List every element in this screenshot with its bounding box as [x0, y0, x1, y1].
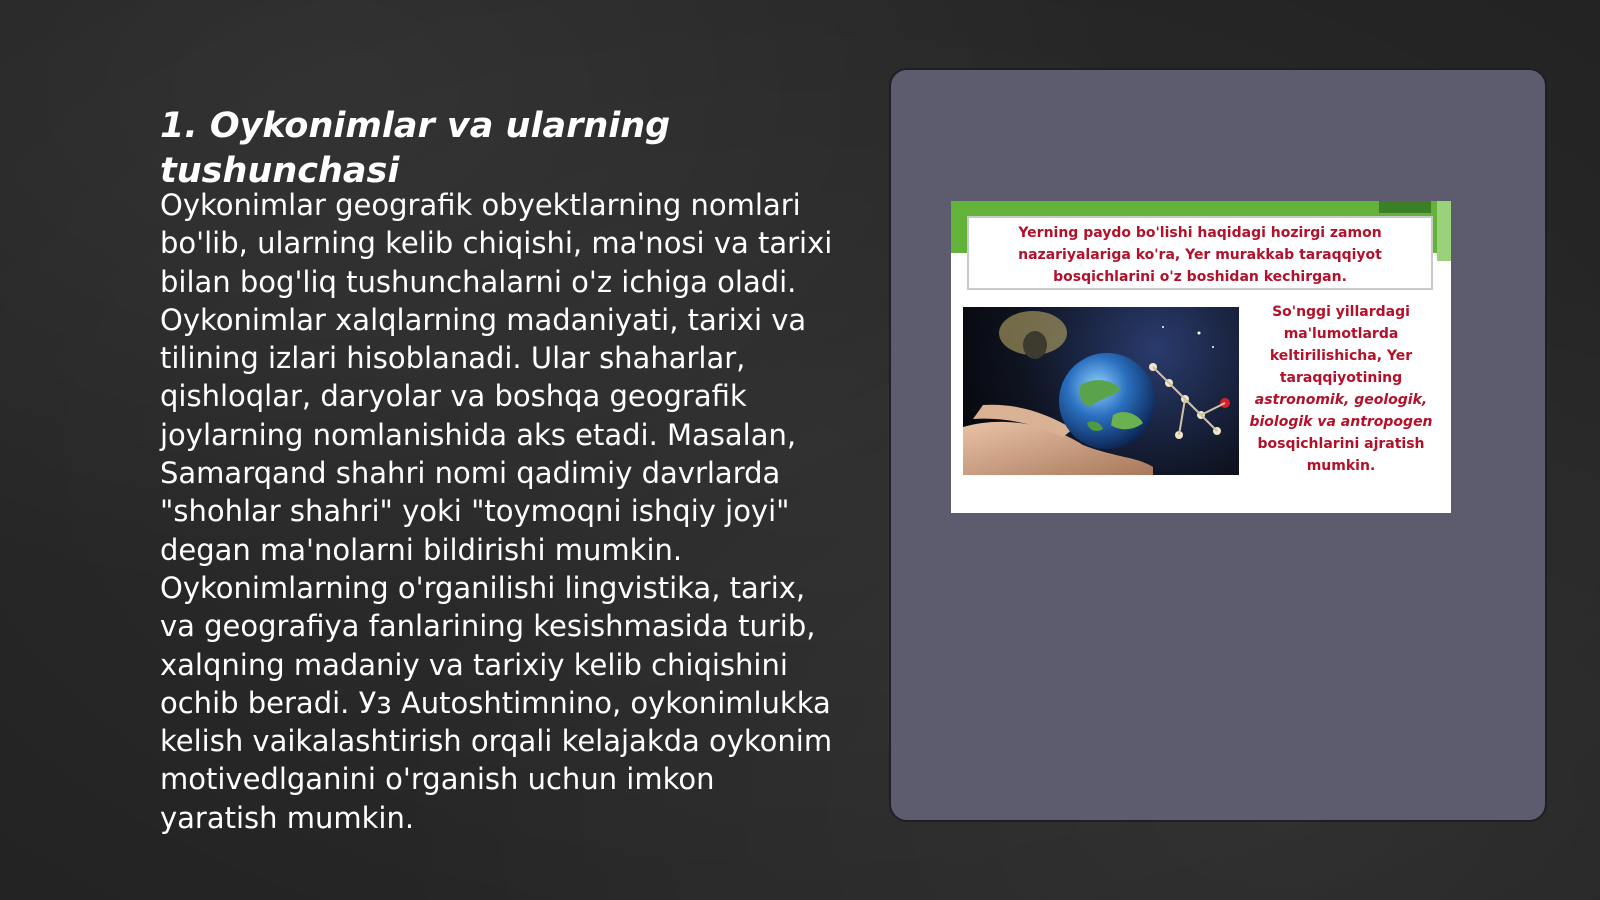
inset-side-text: [1243, 301, 1439, 477]
earth-in-hand-illustration: [963, 307, 1239, 475]
inset-intro-text: Yerning paydo bo'lishi haqidagi hozirgi zamon nazariyalariga ko'ra, Yer murakkab taraqqiyot bosqichlarini o'z boshidan kechirgan.: [967, 216, 1433, 290]
slide-title: 1. Oykonimlar va ularning tushunchasi: [160, 106, 671, 191]
earth-in-hand-photo: [963, 307, 1239, 475]
inset-side-text-lead: So'nggi yillardagi ma'lumotlarda keltirilishicha, Yer taraqqiyotining: [1269, 304, 1413, 386]
inset-side-text-tail: bosqichlarini ajratish mumkin.: [1257, 436, 1425, 474]
slide-body-text: Oykonimlar geografik obyektlarning nomlari bo'lib, ularning kelib chiqishi, ma'nosi va tarixi bilan bog'liq tushunchalarni o'z ichiga oladi. Oykonimlar xalqlarning madaniyati, tarixi va tilining izlari hisoblanadi. Ular shaharlar, qishloqlar, daryolar va boshqa geografik joylarning nomlanishida aks etadi. Masalan, Samarqand shahri nomi qadimiy davrlarda "shohlar shahri" yoki "toymoqni ishqiy joyi" degan ma'nolarni bildirishi mumkin. Oykonimlarning o'rganilishi lingvistika, tarix, va geografiya fanlarining kesishmasida turib, xalqning madaniy va tarixiy kelib chiqishini ochib beradi. Уз Autoshtimnino, oykonimlukka kelish vaikalashtirish orqali kelajakda oykonim motivedlganini o'rganish uchun imkon yaratish mumkin.: [160, 188, 833, 835]
inset-green-accent: [1379, 201, 1431, 213]
inset-side-text-emphasis: astronomik, geologik, biologik va antropogen: [1249, 392, 1433, 430]
inset-slide-image: [951, 201, 1451, 513]
inset-green-side-band: [1437, 201, 1451, 261]
image-panel: [889, 68, 1547, 822]
